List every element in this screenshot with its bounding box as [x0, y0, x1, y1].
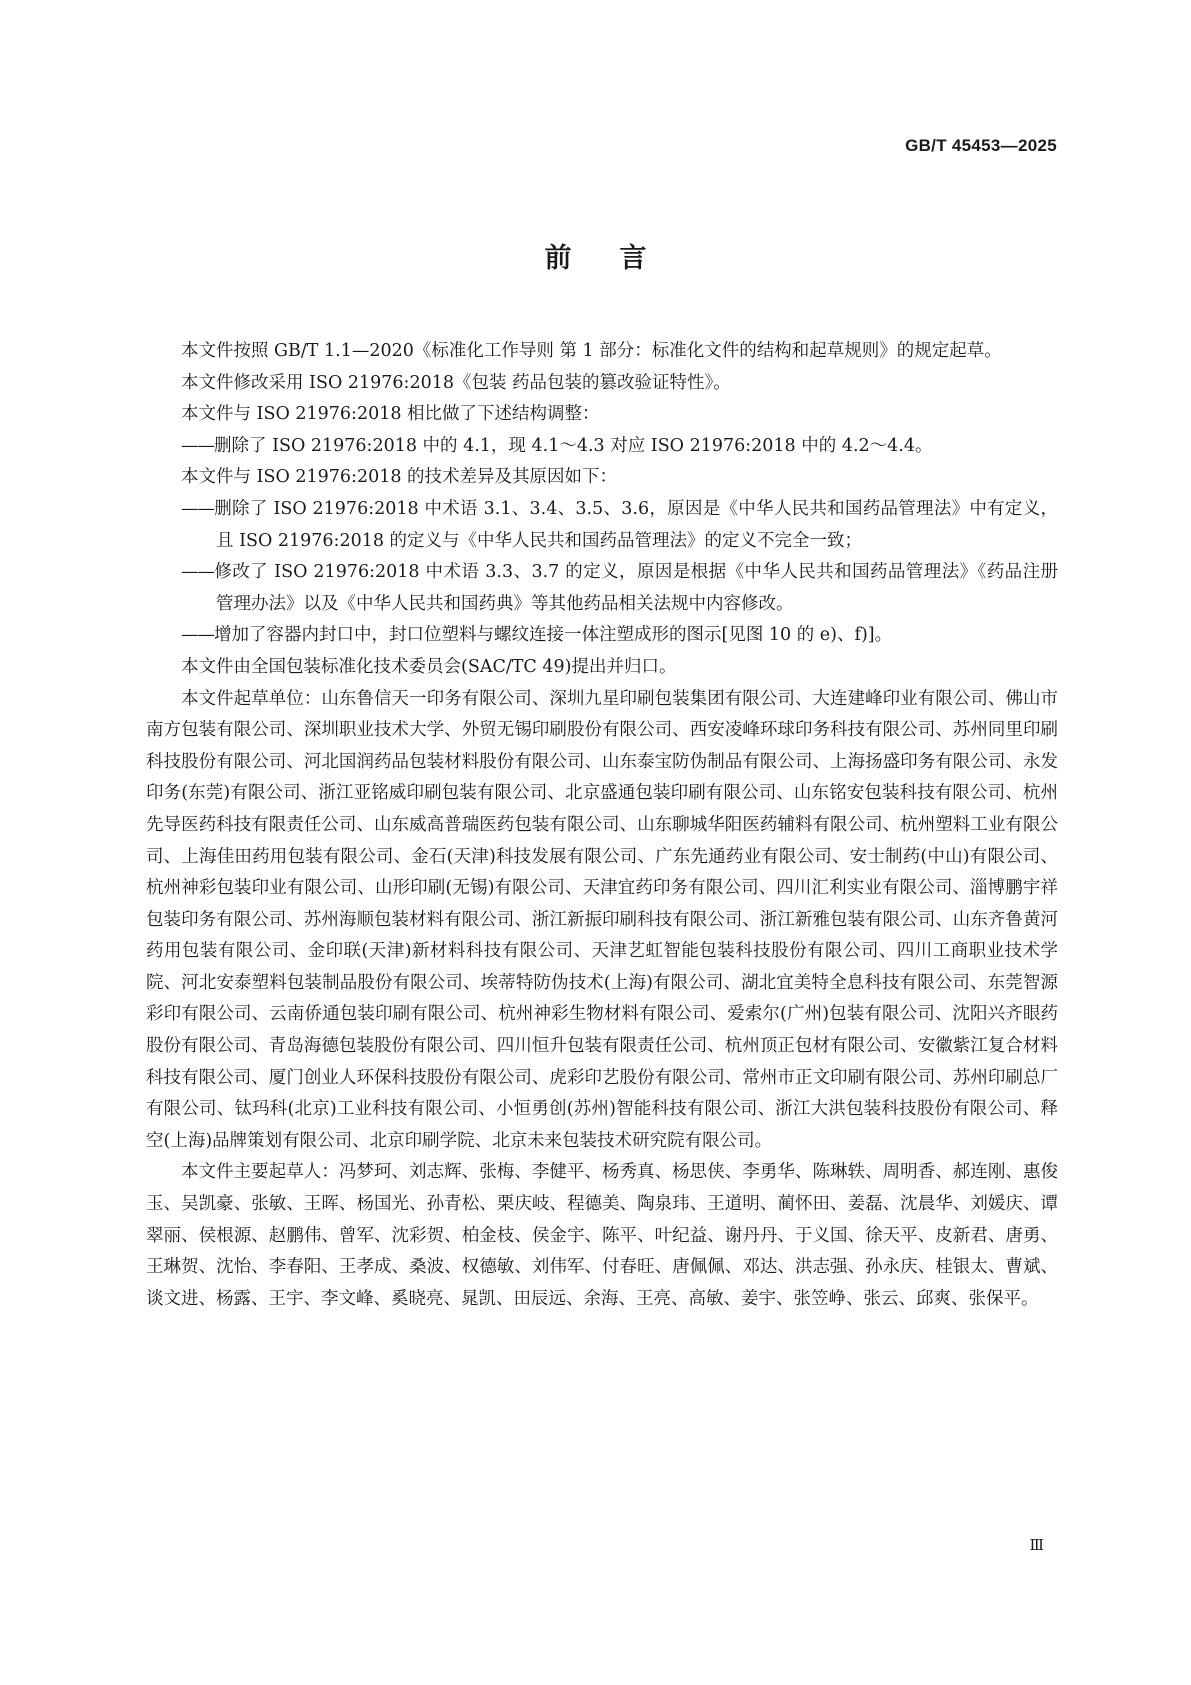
list-item-text: 修改了 ISO 21976:2018 中术语 3.3、3.7 的定义，原因是根据《中华人民共和国药品管理法》《药品注册管理办法》以及《中华人民共和国药典》等其他药品相关法规中内容修改。 [214, 562, 1058, 614]
paragraph-drafting-rules: 本文件按照 GB/T 1.1—2020《标准化工作导则 第 1 部分：标准化文件的结构和起草规则》的规定起草。 [181, 341, 1002, 361]
paragraph-adoption: 本文件修改采用 ISO 21976:2018《包装 药品包装的篡改验证特性》。 [181, 372, 731, 393]
list-item-text: 删除了 ISO 21976:2018 中术语 3.1、3.4、3.5、3.6，原因是《中华人民共和国药品管理法》中有定义，且 ISO 21976:2018 的定义与《中华人民共和国药品管理法》的定义不完全一致； [214, 498, 1058, 551]
standard-number: GB/T 45453—2025 [905, 136, 1057, 155]
paragraph-drafting-units: 本文件起草单位：山东鲁信天一印务有限公司、深圳九星印刷包装集团有限公司、大连建峰印业有限公司、佛山市南方包装有限公司、深圳职业技术大学、外贸无锡印刷股份有限公司、西安凌峰环球印务科技有限公司、苏州同里印刷科技股份有限公司、河北国润药品包装材料股份有限公司、山东泰宝防伪制品有限公司、上海扬盛印务有限公司、永发印务(东莞)有限公司、浙江亚铭威印刷包装有限公司、北京盛通包装印刷有限公司、山东铭安包装科技有限公司、杭州先导医药科技有限责任公司、山东威高普瑞医药包装有限公司、山东聊城华阳医药辅料有限公司、杭州塑料工业有限公司、上海佳田药用包装有限公司、金石(天津)科技发展有限公司、广东先通药业有限公司、安士制药(中山)有限公司、杭州神彩包装印业有限公司、山形印刷(无锡)有限公司、天津宜药印务有限公司、四川汇利实业有限公司、淄博鹏宇祥包装印务有限公司、苏州海顺包装材料有限公司、浙江新振印刷科技有限公司、浙江新雅包装有限公司、山东齐鲁黄河药用包装有限公司、金印联(天津)新材料科技有限公司、天津艺虹智能包装科技股份有限公司、四川工商职业技术学院、河北安泰塑料包装制品股份有限公司、埃蒂特防伪技术(上海)有限公司、湖北宜美特全息科技有限公司、东莞智源彩印有限公司、云南侨通包装印刷有限公司、杭州神彩生物材料有限公司、爱索尔(广州)包装有限公司、沈阳兴齐眼药股份有限公司、青岛海德包装股份有限公司、四川恒升包装有限责任公司、杭州顶正包材有限公司、安徽紫江复合材料科技有限公司、厦门创业人环保科技股份有限公司、虎彩印艺股份有限公司、常州市正文印刷有限公司、苏州印刷总厂有限公司、钛玛科(北京)工业科技有限公司、小恒勇创(苏州)智能科技有限公司、浙江大洪包装科技股份有限公司、释空(上海)品牌策划有限公司、北京印刷学院、北京未来包装技术研究院有限公司。 [146, 688, 1058, 1151]
paragraph-structure-changes: 本文件与 ISO 21976:2018 相比做了下述结构调整： [181, 404, 600, 425]
list-item-text: 增加了容器内封口中，封口位塑料与螺纹连接一体注塑成形的图示[见图 10 的 e)、f)]。 [214, 625, 893, 646]
paragraph-drafters: 本文件主要起草人：冯梦珂、刘志辉、张梅、李健平、杨秀真、杨思侠、李勇华、陈琳轶、周明香、郝连刚、惠俊玉、吴凯豪、张敏、王晖、杨国光、孙青松、栗庆岐、程德美、陶泉玮、王道明、蔺怀田、姜磊、沈晨华、刘媛庆、谭翠丽、侯根源、赵鹏伟、曾军、沈彩贺、柏金枝、侯金宇、陈平、叶纪益、谢丹丹、于义国、徐天平、皮新君、唐勇、王琳贺、沈怡、李春阳、王孝成、桑波、权德敏、刘伟军、付春旺、唐佩佩、邓达、洪志强、孙永庆、桂银太、曹斌、谈文进、杨露、王宇、李文峰、奚晓亮、晁凯、田辰远、余海、王亮、高敏、姜宇、张笠峥、张云、邱爽、张保平。 [146, 1162, 1058, 1309]
list-item-text: 删除了 ISO 21976:2018 中的 4.1，现 4.1～4.3 对应 ISO 21976:2018 中的 4.2～4.4。 [214, 435, 933, 456]
list-item [146, 620, 1058, 652]
paragraph-technical-differences: 本文件与 ISO 21976:2018 的技术差异及其原因如下： [181, 467, 618, 488]
list-item [146, 431, 1058, 463]
dash-marker: —— [181, 562, 214, 583]
page-title: 前言 [544, 243, 695, 274]
dash-marker: —— [181, 498, 214, 519]
list-item [146, 494, 1058, 557]
foreword-body [146, 336, 1058, 1315]
paragraph-proposer: 本文件由全国包装标准化技术委员会(SAC/TC 49)提出并归口。 [181, 656, 677, 677]
dash-marker: —— [181, 625, 214, 646]
page-number: Ⅲ [1029, 1536, 1043, 1554]
list-item [146, 557, 1058, 620]
dash-marker: —— [181, 435, 214, 456]
